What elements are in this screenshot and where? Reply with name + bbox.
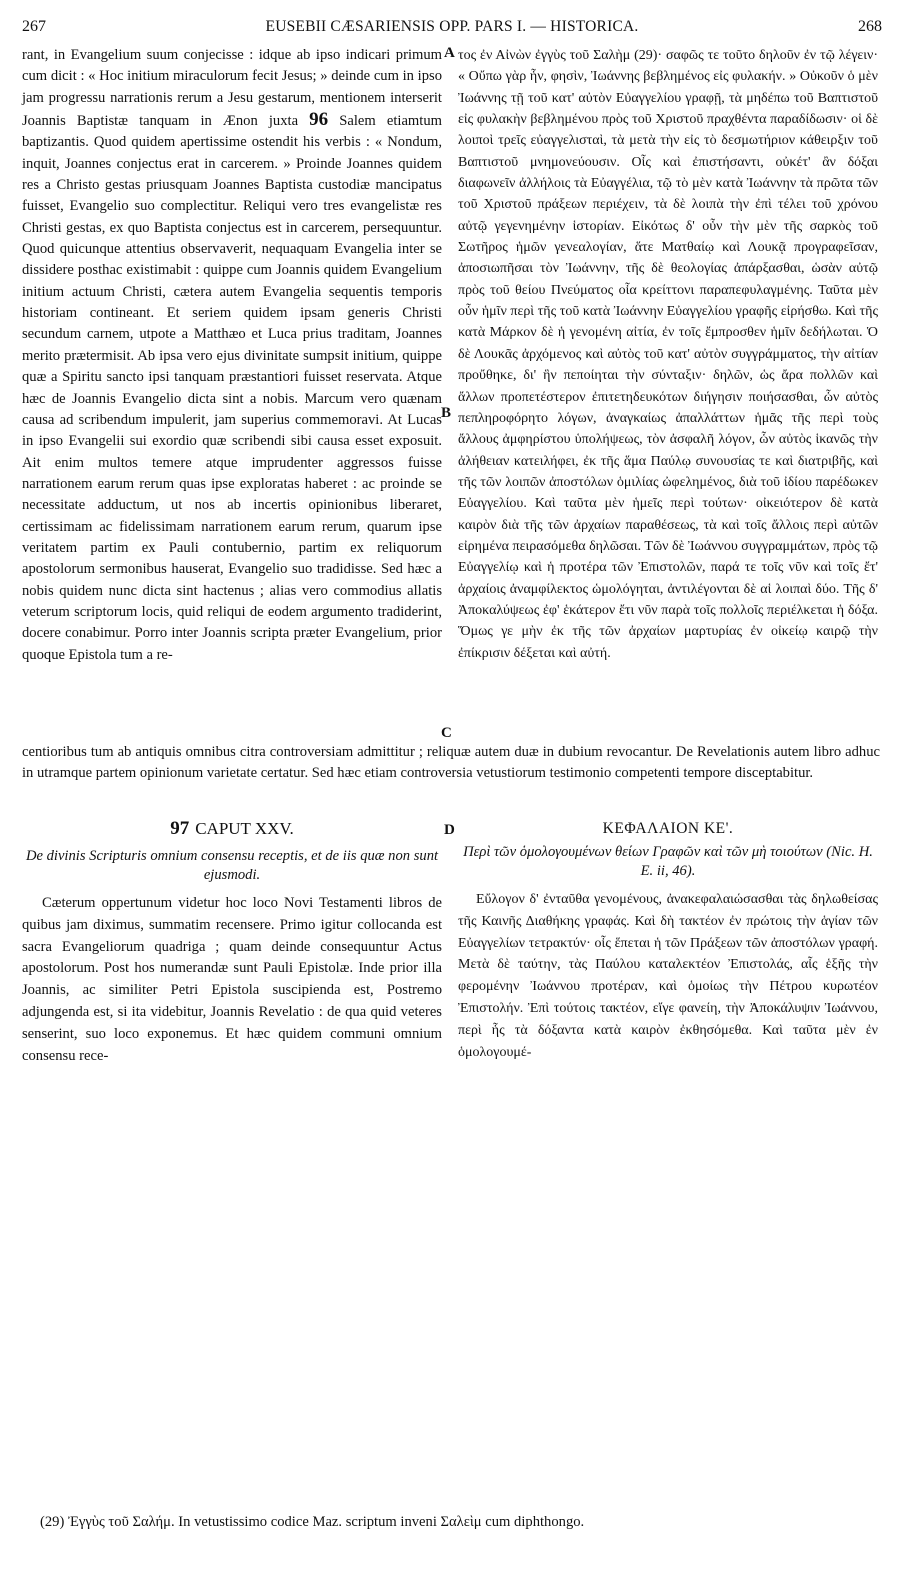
greek-paragraph: τος ἐν Αἰνὼν ἐγγὺς τοῦ Σαλὴμ (29)· σαφῶς τε τοῦτο δηλοῦν ἐν τῷ λέγειν· « Οὔπω γὰρ ἦν, φησὶν, Ἰωάννης βεβλημένος εἰς φυλακήν. » Οὐκοῦν ὁ μὲν Ἰωάννης τῇ τοῦ κατ' αὐτὸν Εὐαγγελίου γραφῇ, τὰ μηδέπω τοῦ Βαπτιστοῦ εἰς φυλακὴν βεβλημένου πρὸς τοῦ Χριστοῦ πραχθέντα παραδίδωσιν· οἱ δὲ λοιποὶ τρεῖς εὐαγγελισταὶ, τὰ μετὰ τὴν εἰς τὸ δεσμωτήριον κάθειρξιν τοῦ Βαπτιστοῦ μνημονεύουσιν. Οἷς καὶ ἐπιστήσαντι, οὐκέτ' ἂν δόξαι διαφωνεῖν ἀλλήλοις τὰ Εὐαγγέλια, τῷ τὸ μὲν κατὰ Ἰωάννην τὰ πρῶτα τῶν τοῦ Χριστοῦ πράξεων περιέχειν, τὰ δὲ λοιπὰ τὴν ἐπὶ τέλει τοῦ χρόνου αὐτῷ γεγενημένην ἱστορίαν. Εἰκότως δ' οὖν τὴν μὲν τῆς σαρκὸς τοῦ Σωτῆρος ἡμῶν γενεαλογίαν, ἅτε Ματθαίῳ καὶ Λουκᾷ προγραφεῖσαν, ἀποσιωπῆσαι τὸν Ἰωάννην, τῆς δὲ θεολογίας ἀπάρξασθαι, ὡσὰν αὐτῷ πρὸς τοῦ θείου Πνεύματος οἷα κρείττονι παραπεφυλαγμένης. Ταῦτα μὲν οὖν ἡμῖν περὶ τῆς τοῦ κατὰ Ἰωάννην Εὐαγγελίου γραφῆς εἰρήσθω. Καὶ τῆς κατὰ Μάρκον δὲ ἡ γενομένη αἰτία, ἐν τοῖς ἔμπροσθεν ἡμῖν δεδήλωται. Ὁ δὲ Λουκᾶς ἀρχόμενος καὶ αὐτὸς τοῦ κατ' αὐτὸν συγγράμματος, τὴν αἰτίαν προὔθηκε, δι' ἣν πεποίηται τὴν σύνταξιν· δηλῶν, ὡς ἄρα πολλῶν καὶ ἄλλων προπετέστερον ἐπιτετηδευκότων διήγησιν ποιήσασθαι, ὧν αὐτὸς πεπληροφόρητο λόγων, ἀναγκαίως ἀπαλλάττων ἡμᾶς τῆς περὶ τοὺς ἄλλους ἀμφηρίστου ὑπολήψεως, τὸν ἀσφαλῆ λόγον, ὧν αὐτὸς ἱκανῶς τὴν ἀλήθειαν κατειλήφει, ἐκ τῆς ἅμα Παύλῳ συνουσίας τε καὶ διατριβῆς, καὶ τῆς τῶν λοιπῶν ἀποστόλων ὁμιλίας ὠφελημένος, διὰ τοῦ ἰδίου παρέδωκεν Εὐαγγελίου. Καὶ ταῦτα μὲν ἡμεῖς περὶ τούτων· οἰκειότερον δὲ κατὰ καιρὸν διὰ τῆς τῶν ἀρχαίων παραθέσεως, τὰ καὶ τοῖς ἄλλοις περὶ αὐτῶν εἰρημένα πειρασόμεθα δηλῶσαι. Τῶν δὲ Ἰωάννου συγγραμμάτων, πρὸς τῷ Εὐαγγελίῳ καὶ ἡ προτέρα τῶν Ἐπιστολῶν, παρά τε τοῖς νῦν καὶ τοῖς ἔτ' ἀρχαίοις ἀναμφίλεκτος ὡμολόγηται, ἀντιλέγονται δὲ αἱ λοιπαὶ δύο. Τῆς δ' Ἀποκαλύψεως ἐφ' ἑκάτερον ἔτι νῦν παρὰ τοῖς πολλοῖς περιέλκεται ἡ δόξα. Ὅμως γε μὴν ἐκ τῆς τῶν ἀρχαίων μαρτυρίας ἐν οἰκείῳ καιρῷ τὴν ἐπίκρισιν δέξεται καὶ αὐτή. bbox=[458, 48, 878, 661]
page-number-left: 267 bbox=[22, 18, 46, 35]
margin-letter-b: B bbox=[441, 405, 452, 421]
margin-letter-d: D bbox=[444, 822, 455, 838]
section-number-97: 97 bbox=[170, 818, 190, 839]
greek-chapter-heading: ΚΕΦΑΛΑΙΟΝ ΚΕ'. bbox=[602, 820, 734, 837]
latin-chapter-title: CAPUT XXV. bbox=[195, 819, 294, 838]
running-title: EUSEBII CÆSARIENSIS OPP. PARS I. — HISTORICA. bbox=[265, 18, 639, 35]
page-header bbox=[22, 18, 882, 40]
margin-letter-c: C bbox=[441, 725, 452, 741]
latin-text-part2: Salem etiamtum baptizantis. Quod quidem apertissime ostendit his verbis : « Nondum, inquit, Joannes conjectus erat in carcerem. » Proinde Joannes quidem res a Christo gestas priusquam Joannes Baptista custodiæ mancipatus fuisset, Evangelio suo complectitur. Reliqui vero tres evangelistæ res Christi gestas, ex quo Baptista conjectus est in carcerem, persequuntur. Quod quicunque attentius observaverit, nequaquam Evangelia inter se dissidere posthac existimabit : quippe cum Joannis quidem Evangelium initium actuum Christi, cætera autem Evangelia sequentis temporis historiam contineant. Et seriem quidem ipsam generis Christi secundum carnem, utpote a Matthæo et Luca prius traditam, Joannes merito prætermisit. Ab ipsa vero ejus divinitate sumpsit initium, quippe quæ a Spiritu sancto ipsi tanquam præstantiori fuisset reservata. Atque hæc de Joannis Evangelio dicta sint a nobis. Marcum vero quænam causa ad scribendum impulerit, jam superius commemoravi. At Lucas in ipso Evangelii sui exordio quæ scribendi sibi causa esset exposuit. Ait enim multos temere atque imprudenter aggressos fuisse narrationem earum rerum quas ipse exploratas haberet : ac proinde se necessitate adductum, ut nos ab incertis opinionibus liberaret, certissimam ac fidelissimam narrationem earum rerum, quarum ipse veritatem partim ex Pauli contubernio, partim ex reliquorum apostolorum sermonibus hauserat, Evangelio suo tradidisse. Sed hæc a nobis quidem nunc dicta sint hactenus ; alias vero commodius allatis veterum scriptorum locis, quid reliqui de eodem argumento tradiderint, docere conabimur. Porro inter Joannis scripta præter Evangelium, prior quoque Epistola tum a re- bbox=[22, 113, 442, 663]
section-number-96: 96 bbox=[309, 109, 329, 131]
latin-fullwidth-text: centioribus tum ab antiquis omnibus citra controversiam admittitur ; reliquæ autem duæ in dubium revocantur. De Revelationis autem libro adhuc in utramque partem opinionum varietate certatur. Sed hæc etiam controversia vetustiorum testimonio competenti tempore disceptabitur. bbox=[22, 744, 880, 782]
latin-column bbox=[22, 45, 442, 666]
latin-chapter-heading bbox=[22, 818, 442, 840]
footnote: (29) Ἐγγὺς τοῦ Σαλήμ. In vetustissimo codice Maz. scriptum inveni Σαλεὶμ cum diphthongo. bbox=[40, 1514, 585, 1530]
greek-chapter-subtitle: Περὶ τῶν ὁμολογουμένων θείων Γραφῶν καὶ τῶν μὴ τοιούτων (Nic. H. E. ii, 46). bbox=[463, 844, 873, 879]
latin-chapter-subtitle: De divinis Scripturis omnium consensu receptis, et de iis quæ non sunt ejusmodi. bbox=[25, 848, 439, 883]
latin-fullwidth-continuation bbox=[22, 742, 880, 785]
latin-text-part1: rant, in Evangelium suum conjecisse : idque ab ipso indicari primum cum dicit : « Hoc initium miraculorum fecit Jesus; » deinde cum in ipso jam progressu narrationis rerum a Jesu gestarum, mentionem interserit Joannis Baptistæ tanquam in Ænon juxta bbox=[22, 47, 442, 130]
margin-letter-a: A bbox=[444, 45, 455, 61]
greek-chapter-text: Εὔλογον δ' ἐνταῦθα γενομένους, ἀνακεφαλαιώσασθαι τὰς δηλωθείσας τῆς Καινῆς Διαθήκης γραφάς. Καὶ δὴ τακτέον ἐν πρώτοις τὴν ἁγίαν τῶν Εὐαγγελίων τετρακτύν· οἷς ἕπεται ἡ τῶν Πράξεων τῶν ἀποστόλων γραφή. Μετὰ δὲ ταύτην, τὰς Παύλου καταλεκτέον Ἐπιστολάς, αἷς ἑξῆς τὴν φερομένην Ἰωάννου προτέραν, καὶ ὁμοίως τὴν Πέτρου κυρωτέον Ἐπιστολήν. Ἐπὶ τούτοις τακτέον, εἴγε φανείη, τὴν Ἀποκάλυψιν Ἰωάννου, περὶ ἧς τὰ δόξαντα κατὰ καιρὸν ἐκθησόμεθα. Καὶ ταῦτα μὲν ἐν ὁμολογουμέ- bbox=[458, 892, 878, 1060]
latin-chapter-text: Cæterum oppertunum videtur hoc loco Novi Testamenti libros de quibus jam diximus, summatim recensere. Primo igitur collocanda est sacra Evangeliorum quadriga ; quam deinde consequuntur Actus apostolorum. Post hos numerandæ sunt Pauli Epistolæ. Inde prior illa Joannis, ac similiter Petri Epistola suscipienda est, Postremo adjungenda est, si ita videbitur, Joannis Revelatio : de qua quid veteres senserint, suo loco exponemus. Et hæc quidem communi omnium consensu rece- bbox=[22, 895, 442, 1064]
greek-column bbox=[458, 45, 878, 664]
latin-paragraph bbox=[22, 45, 442, 666]
page-number-right: 268 bbox=[858, 18, 882, 35]
